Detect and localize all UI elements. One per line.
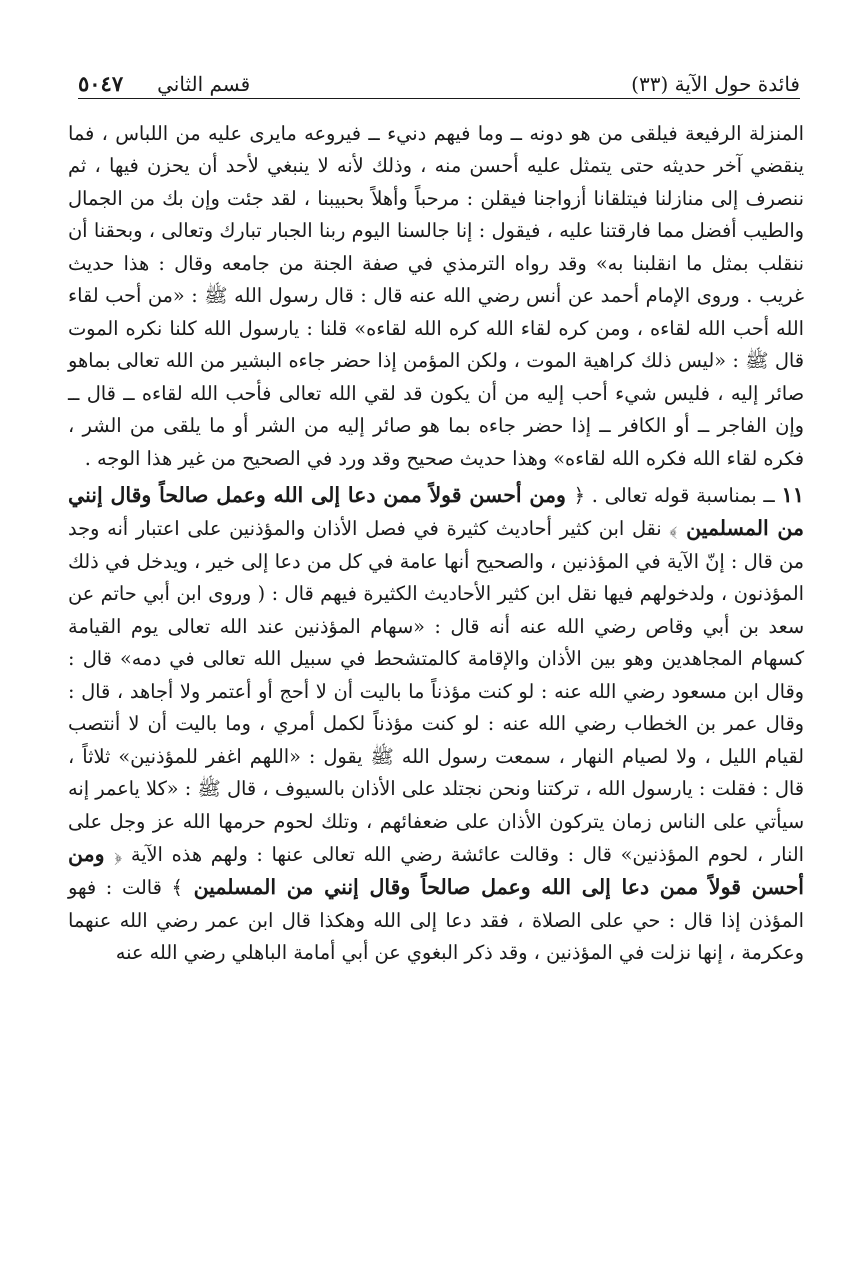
paragraph-number: ١١ bbox=[781, 481, 804, 507]
paragraph-2-body: ﴾ نقل ابن كثير أحاديث كثيرة في فصل الأذان والمؤذنين على اعتبار أنه وجد من قال : إنّ الآية في المؤذنين ، والصحيح أنها عامة في كل من دعا إلى خير ، ويدخل في ذلك المؤذنون ، ولدخولهم فيها نقل ابن كثير الأحاديث الكثيرة فيهم قال : ( وروى ابن أبي حاتم عن سعد بن أبي وقاص رضي الله عنه أنه قال : «سهام المؤذنين عند الله تعالى يوم القيامة كسهام المجاهدين وهو بين الأذان والإقامة كالمتشحط في سبيل الله تعالى في دمه» قال : وقال ابن مسعود رضي الله عنه : لو كنت مؤذناً ما باليت أن لا أحج أو أعتمر ولا أجاهد ، قال : وقال عمر بن الخطاب رضي الله عنه : لو كنت مؤذناً لكمل أمري ، وما باليت أن لا أنتصب لقيام الليل ، ولا لصيام النهار ، سمعت رسول الله ﷺ يقول : «اللهم اغفر للمؤذنين» ثلاثاً ، قال : فقلت : يارسول الله ، تركتنا ونحن نجتلد على الأذان بالسيوف ، قال ﷺ : «كلا ياعمر إنه سيأتي على الناس زمان يتركون الأذان على ضعفائهم ، وتلك لحوم حرمها الله عز وجل على النار ، لحوم المؤذنين» قال : وقالت عائشة رضي الله تعالى عنها : ولهم هذه الآية ﴿ bbox=[68, 517, 805, 866]
header-divider bbox=[78, 98, 800, 99]
paragraph-2-ending: ﴾ قالت : فهو المؤذن إذا قال : حي على الصلاة ، فقد دعا إلى الله وهكذا قال ابن عمر رضي الله عنهما وعكرمة ، إنها نزلت في المؤذنين ، وقد ذكر البغوي عن أبي أمامة الباهلي رضي الله عنه bbox=[68, 876, 804, 965]
main-text bbox=[68, 118, 804, 970]
paragraph-2 bbox=[68, 479, 804, 970]
header-left-group bbox=[78, 71, 250, 96]
paragraph-1: المنزلة الرفيعة فيلقى من هو دونه ــ وما فيهم دنيء ــ فيروعه مايرى عليه من اللباس ، فما ينقضي آخر حديثه حتى يتمثل عليه أحسن منه ، وذلك لأنه لا ينبغي لأحد أن يحزن فيها ، ثم ننصرف إلى منازلنا فيتلقانا أزواجنا فيقلن : مرحباً وأهلاً بحبيبنا ، لقد جئت وإن بك من الجمال والطيب أفضل مما فارقتنا عليه ، فيقول : إنا جالسنا اليوم ربنا الجبار تبارك وتعالى ، وبحقنا أن ننقلب بمثل ما انقلبنا به» وقد رواه الترمذي في صفة الجنة من جامعه وقال : هذا حديث غريب . وروى الإمام أحمد عن أنس رضي الله عنه قال : قال رسول الله ﷺ : «من أحب لقاء الله أحب الله لقاءه ، ومن كره لقاء الله كره الله لقاءه» قلنا : يارسول الله كلنا نكره الموت قال ﷺ : «ليس ذلك كراهية الموت ، ولكن المؤمن إذا حضر جاءه البشير من الله تعالى بماهو صائر إليه ، فليس شيء أحب إليه من أن يكون قد لقي الله تعالى فأحب الله لقاءه ــ قال ــ وإن الفاجر ــ أو الكافر ــ إذا حضر جاءه بما هو صائر إليه من الشر أو ما يلقى من الشر ، فكره لقاء الله فكره الله لقاءه» وهذا حديث صحيح وقد ورد في الصحيح من غير هذا الوجه . bbox=[68, 122, 804, 470]
quran-verse-quote-2: ومن أحسن قولاً ممن دعا إلى الله وعمل صالحاً وقال إنني من المسلمين bbox=[68, 841, 804, 900]
page-number: ٥٠٤٧ bbox=[78, 71, 124, 96]
quran-verse-quote: ومن أحسن قولاً ممن دعا إلى الله وعمل صالحاً وقال إنني من المسلمين bbox=[68, 482, 804, 541]
header-section: قسم الثاني bbox=[157, 72, 251, 96]
paragraph-2-intro: ــ بمناسبة قوله تعالى . ﴿ bbox=[573, 483, 782, 507]
running-header bbox=[78, 60, 800, 96]
header-title: فائدة حول الآية (٣٣) bbox=[631, 72, 800, 96]
